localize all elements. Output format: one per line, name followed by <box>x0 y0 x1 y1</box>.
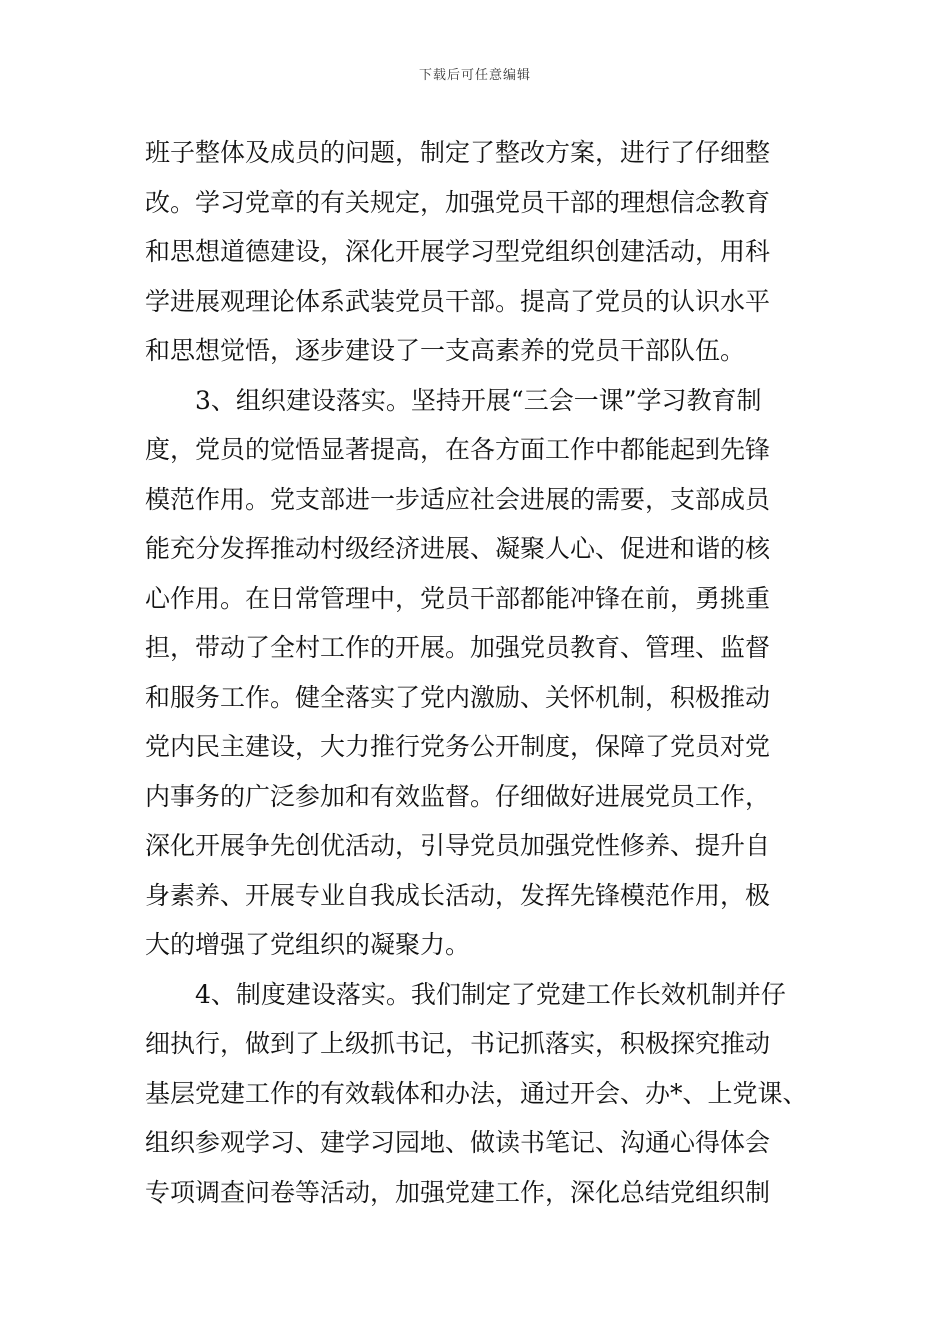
text-line: 和思想道德建设，深化开展学习型党组织创建活动，用科 <box>145 237 771 266</box>
text-line: 内事务的广泛参加和有效监督。仔细做好进展党员工作， <box>145 781 771 811</box>
text-line: 担，带动了全村工作的开展。加强党员教育、管理、监督 <box>145 633 771 662</box>
text-line: 细执行，做到了上级抓书记，书记抓落实，积极探究推动 <box>145 1029 771 1058</box>
text-line: 深化开展争先创优活动，引导党员加强党性修养、提升自 <box>145 831 771 860</box>
page-header: 下载后可任意编辑 <box>418 68 531 83</box>
text-line: 度，党员的觉悟显著提高，在各方面工作中都能起到先锋 <box>145 435 771 464</box>
text-line: 能充分发挥推动村级经济进展、凝聚人心、促进和谐的核 <box>145 534 771 563</box>
text-line: 专项调查问卷等活动，加强党建工作，深化总结党组织制 <box>145 1177 771 1207</box>
text-line: 和思想觉悟，逐步建设了一支高素养的党员干部队伍。 <box>145 336 746 365</box>
text-line: 班子整体及成员的问题，制定了整改方案，进行了仔细整 <box>145 138 771 167</box>
text-line: 大的增强了党组织的凝聚力。 <box>145 930 471 959</box>
document-body <box>145 128 835 1217</box>
text-line: 组织参观学习、建学习园地、做读书笔记、沟通心得体会 <box>145 1128 771 1157</box>
text-line: 模范作用。党支部进一步适应社会进展的需要，支部成员 <box>145 484 771 514</box>
text-line: 学进展观理论体系武装党员干部。提高了党员的认识水平 <box>145 286 771 316</box>
text-line: 心作用。在日常管理中，党员干部都能冲锋在前，勇挑重 <box>145 583 771 613</box>
paragraph-system-building <box>145 970 835 1218</box>
paragraph-organization-building <box>145 376 835 970</box>
text-line: 基层党建工作的有效载体和办法，通过开会、办*、上党课、 <box>145 1078 808 1108</box>
text-line: 3、组织建设落实。坚持开展“三会一课”学习教育制 <box>195 385 762 415</box>
text-line: 和服务工作。健全落实了党内激励、关怀机制，积极推动 <box>145 682 771 712</box>
text-line: 4、制度建设落实。我们制定了党建工作长效机制并仔 <box>195 979 786 1009</box>
paragraph-continuation <box>145 128 835 376</box>
text-line: 身素养、开展专业自我成长活动，发挥先锋模范作用，极 <box>145 880 771 910</box>
text-line: 改。学习党章的有关规定，加强党员干部的理想信念教育 <box>145 187 771 217</box>
text-line: 党内民主建设，大力推行党务公开制度，保障了党员对党 <box>145 732 771 761</box>
